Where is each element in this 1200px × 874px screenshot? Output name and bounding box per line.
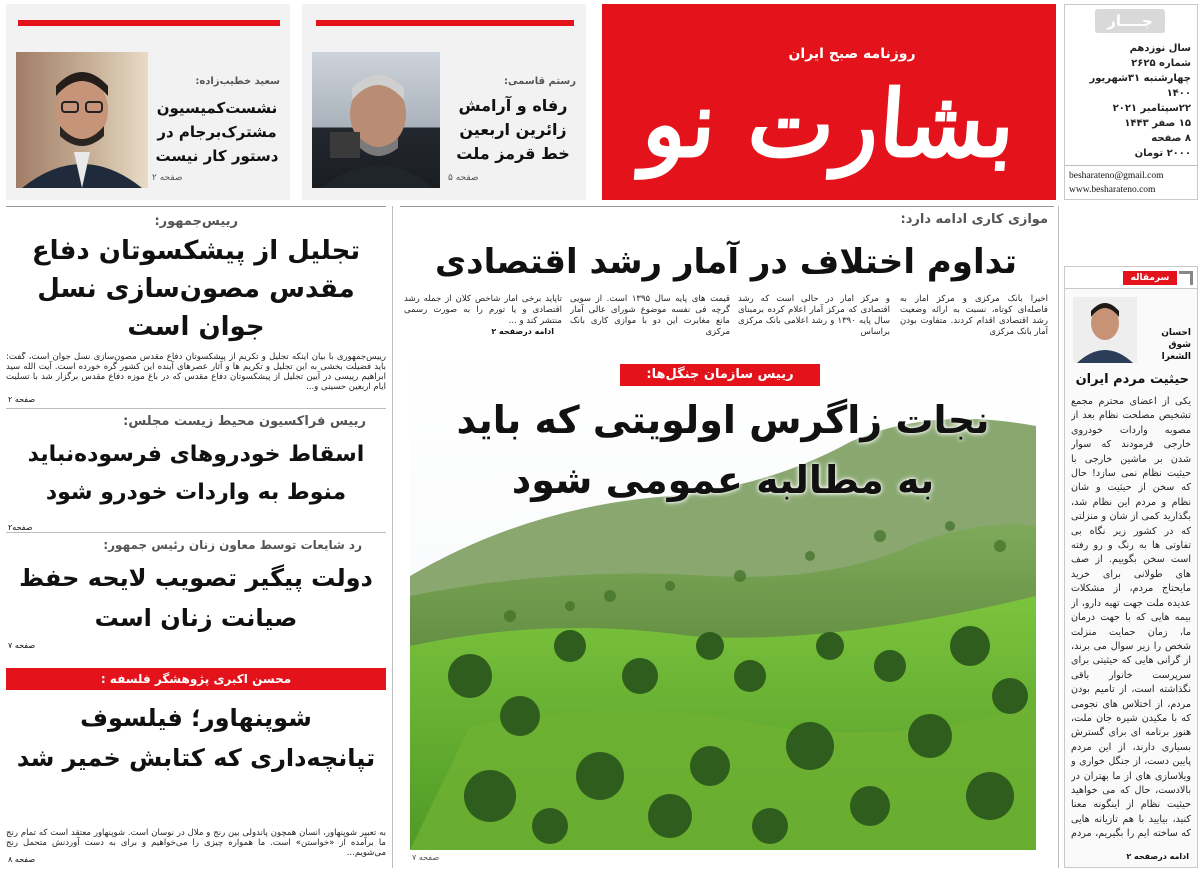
edition-website[interactable]: www.besharateno.com	[1069, 185, 1156, 195]
left-column	[6, 206, 386, 868]
edition-line: ۲۰۰۰ تومان	[1134, 148, 1191, 159]
left-story-1-headline[interactable]: تجلیل از پیشکسوتان دفاع مقدس مصون‌سازی نسل جوان است	[31, 236, 361, 342]
editorial-continued: ادامه درصفحه ۲	[1126, 852, 1189, 861]
masthead-subtitle: روزنامه صبح ایران	[788, 46, 916, 62]
editorial-author	[1141, 327, 1191, 363]
editorial-section-label: سرمقاله	[1123, 271, 1177, 285]
main-story-headline[interactable]: تداوم اختلاف در آمار رشد اقتصادی	[434, 242, 1018, 282]
top-story-2[interactable]	[6, 4, 290, 200]
top-story-1-source: رستم قاسمی:	[504, 76, 576, 87]
main-story-continued: ادامه درصفحه ۲	[491, 327, 554, 336]
editorial-body: یکی از اعضای محترم مجمع تشخیص مصلحت نظام بعد از مصوبه واردات خودروی خارجی فرمودند که سوار شدن بر ماشین خارجی با حیثیت نظام نمی سازد! حال که سخن از حیثیت و شان نظام و مردم این نظام شد، بگذارید کمی از شان و منزلتی که در کشور زیر نگاه بی تفاوتی ها به رنگ و رو رفته است سخن بگوییم. از صف های طولانی برای خرید مایحتاج مردم، از مشکلات عدیده ملت جهت تهیه دارو، از بیمه هایی که با جهت درمان ما، زمان حمایت منزلت شخص را زیر سوال می برند، از گرانی هایی که حیثیتی برای سرپرست خانوار باقی نگذاشته است، از تامیم بودن مردم، از اختلاس های نجومی که با مکیدن شیره جان ملت، هنوز برنامه ای برای گسترش بسیاری دارند، از این مردم پایین دست، از جنگل خواری و ویلاسازی های از ما بهتران در بالادست، حال که می خواهید حیثیت نظام از اینگونه معنا کنید، بیایید با هم تازیانه هایی که ساخته ایم را بگیریم، مردم	[1071, 396, 1191, 840]
edition-line: چهارشنبه ۳۱شهریور ۱۴۰۰	[1089, 73, 1191, 99]
main-story-col-1: اخیرا بانک مرکزی و مرکز آمار به فاصله‌ای کوتاه، نسبت به ارائه وضعیت رشد اقتصادی اقدام کردند. متفاوت بودن آمار بانک مرکزی	[900, 294, 1048, 337]
top-story-1-headline[interactable]: رفاه و آرامش زائرین اربعین خط قرمز ملت	[456, 96, 570, 163]
left-story-4-kicker: محسن اکبری پژوهشگر فلسفه :	[6, 668, 386, 690]
top-story-2-page: صفحه ۲	[152, 173, 183, 183]
author-illustration	[1073, 297, 1137, 363]
top-story-1[interactable]	[302, 4, 586, 200]
editorial-title[interactable]: حیثیت مردم ایران	[1075, 372, 1189, 387]
left-story-1-kicker: رییس‌جمهور:	[154, 214, 238, 229]
main-story-kicker: موازی کاری ادامه دارد:	[900, 212, 1048, 227]
photo-story-headline[interactable]: نجات زاگرس اولویتی که باید به مطالبه عمومی شود	[456, 398, 990, 502]
forest-photo[interactable]	[410, 346, 1036, 850]
editorial-corner-icon	[1179, 271, 1193, 285]
left-story-4-page: صفحه ۸	[8, 855, 36, 864]
author-name-1: احسان	[1161, 328, 1191, 338]
left-story-3-headline[interactable]: دولت پیگیر تصویب لایحه حفظ صیانت زنان است	[19, 564, 373, 632]
edition-email[interactable]: besharateno@gmail.com	[1069, 171, 1164, 181]
top-story-2-source: سعید خطیب‌زاده:	[195, 76, 280, 87]
edition-line: ۲۲سپتامبر ۲۰۲۱	[1112, 103, 1191, 114]
portrait-photo	[312, 52, 440, 188]
left-story-3-kicker: رد شایعات توسط معاون زنان رئیس جمهور:	[103, 538, 362, 552]
photo-story-kicker: رییس سازمان جنگل‌ها:	[620, 364, 820, 386]
left-story-4-headline[interactable]: شوپنهاور؛ فیلسوف تپانچه‌داری که کتابش خمیر شد	[16, 704, 376, 772]
edition-line: شماره ۲۶۲۵	[1131, 58, 1191, 69]
left-story-2-headline[interactable]: اسقاط خودروهای فرسوده‌نباید منوط به واردات خودرو شود	[27, 442, 365, 505]
main-story-col-2: و مرکز آمار در حالی است که رشد اقتصادی که مرکز آمار اعلام کرده برمبنای سال پایه ۱۳۹۰ و رشد اعلامی بانک مرکزی براساس	[738, 294, 890, 337]
photo-story-page: صفحه ۷	[412, 853, 440, 862]
portrait-illustration	[16, 52, 148, 188]
portrait-illustration	[312, 52, 440, 188]
portrait-photo	[16, 52, 148, 188]
top-story-1-page: صفحه ۵	[448, 173, 479, 183]
left-story-3-page: صفحه ۷	[8, 641, 36, 650]
edition-lines	[1069, 41, 1191, 161]
top-story-2-headline[interactable]: نشست‌کمیسیون مشترک‌برجام در دستور کار نیست	[155, 99, 279, 165]
main-story-col-3: قیمت های پایه سال ۱۳۹۵ است. از سویی گرچه فی نفسه موضوع شورای عالی آمار مانع مغایرت این دو با موازی کاری بانک مرکزی	[570, 294, 730, 337]
left-story-4-body: به تعبیر شوپنهاور، انسان همچون پاندولی بین رنج و ملال در نوسان است. شوپنهاور معتقد است که تمام رنج ما برآمده از «خواستن» است. ما همواره چیزی را می‌خواهیم و برای به دست آوردنش متحمل رنج می‌شویم...	[6, 828, 386, 858]
edition-line: سال نوزدهم	[1129, 43, 1191, 54]
edition-box	[1064, 4, 1198, 200]
editorial-column	[1064, 266, 1198, 868]
edition-label: جــــار	[1095, 9, 1165, 33]
main-story-col-4: تاپاید برخی آمار شاخص کلان از جمله رشد اقتصادی و یا تورم را به صورت رسمی منتشر کند و ...	[404, 294, 562, 326]
edition-line: ۱۵ صفر ۱۴۴۳	[1124, 118, 1191, 129]
masthead-logo: بشارت نو	[639, 70, 1019, 178]
left-story-2-kicker: رییس فراکسیون محیط زیست مجلس:	[123, 414, 366, 429]
author-photo	[1073, 297, 1137, 363]
masthead	[602, 4, 1056, 200]
left-story-1-page: صفحه ۲	[8, 395, 36, 404]
edition-line: ۸ صفحه	[1151, 133, 1191, 144]
left-story-2-page: صفحه۲	[8, 523, 33, 532]
editorial-section-tab	[1065, 267, 1197, 289]
left-story-1-body: رییس‌جمهوری با بیان اینکه تجلیل و تکریم از پیشکسوتان دفاع مقدس مصون‌سازی نسل جوان است، گفت: باید فضیلت بخشی به این تجلیل و تکریم ها و آثار عصرهای آینده این کشور گره خورده است. آیت الله سید ابراهیم رییسی در آیین تجلیل از پیشکسوتان دفاع مقدس که در باغ موزه دفاع مقدس برگزار شد با تسلیت ایام اربعین حسینی و...	[6, 352, 386, 392]
author-name-2: شوق الشعرا	[1161, 340, 1191, 362]
